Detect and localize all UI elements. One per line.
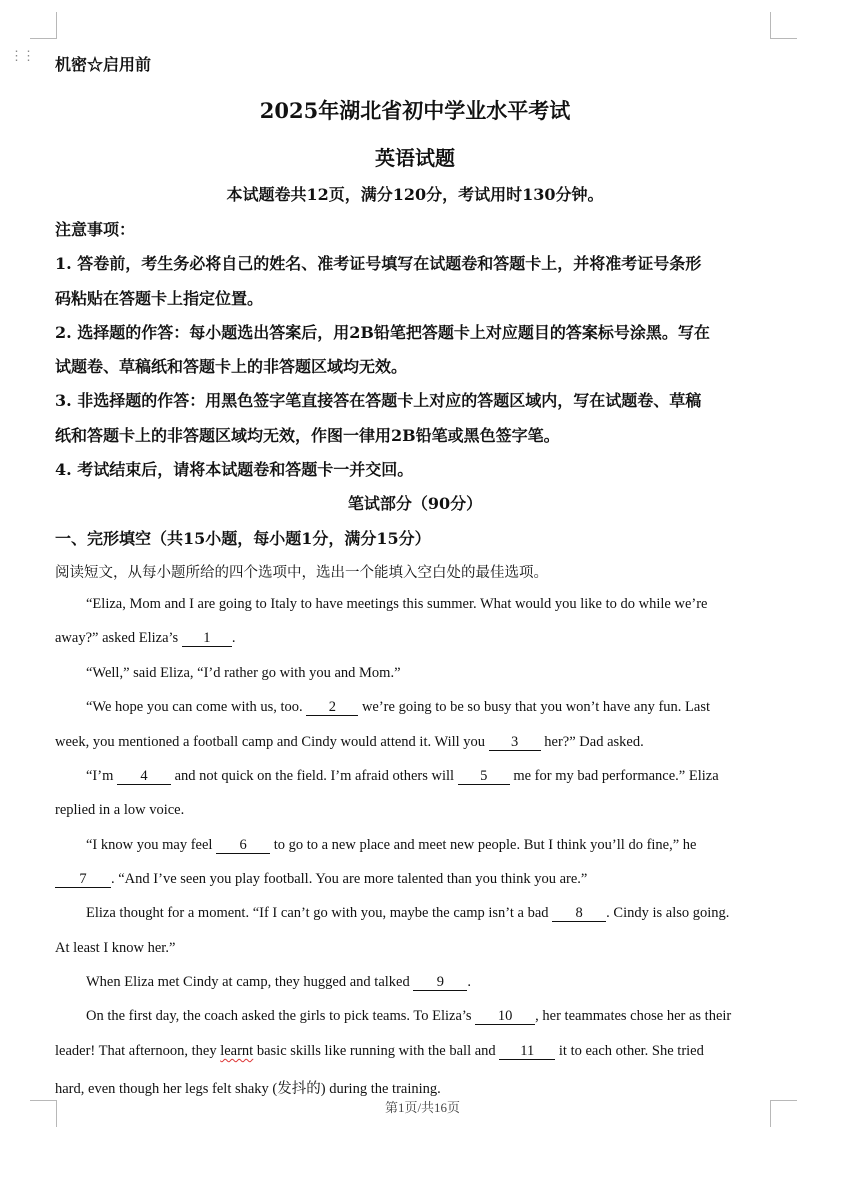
blank-10: 10 (475, 1009, 535, 1025)
passage-text: leader! That afternoon, they (55, 1043, 217, 1059)
passage-text: “I’m (86, 768, 114, 784)
notes-heading: 注意事项： (55, 220, 136, 239)
blank-3: 3 (489, 735, 541, 751)
passage-text: At least I know her.” (55, 940, 176, 956)
passage-text: me for my bad performance.” Eliza (513, 768, 719, 784)
subject-title: 英语试题 (375, 146, 455, 170)
crop-mark-top-right (770, 12, 797, 39)
blank-9: 9 (413, 975, 467, 991)
passage-text: her?” Dad asked. (544, 734, 644, 750)
cloze-instruction: 阅读短文，从每小题所给的四个选项中，选出一个能填入空白处的最佳选项。 (55, 565, 548, 581)
note-1-line-2: 码粘贴在答题卡上指定位置。 (55, 289, 264, 308)
cloze-section-title: 一、完形填空（共15小题，每小题1分，满分15分） (55, 529, 431, 548)
passage-line (55, 734, 644, 751)
blank-8: 8 (552, 906, 606, 922)
note-4: 4. 考试结束后，请将本试题卷和答题卡一并交回。 (55, 460, 414, 479)
passage-text: replied in a low voice. (55, 802, 185, 818)
passage-text: . “And I’ve seen you play football. You are more talented than you think you are.” (111, 871, 588, 887)
exam-title: 2025年湖北省初中学业水平考试 (259, 98, 571, 123)
passage-text: “We hope you can come with us, too. (86, 699, 303, 715)
confidential-label: 机密☆启用前 (55, 55, 152, 74)
blank-7: 7 (55, 872, 111, 888)
note-2-line-2: 试题卷、草稿纸和答题卡上的非答题区域均无效。 (55, 357, 408, 376)
passage-line (55, 905, 729, 922)
passage-text: to go to a new place and meet new people. But I think you’ll do fine,” he (273, 837, 697, 853)
passage-line (55, 1043, 704, 1060)
passage-text: , her teammates chose her as their (535, 1008, 732, 1024)
passage-line (55, 940, 175, 957)
passage-text: When Eliza met Cindy at camp, they hugged and talked (86, 974, 410, 990)
spellcheck-word: learnt (220, 1043, 254, 1059)
passage-line (55, 699, 710, 716)
note-3-line-1: 3. 非选择题的作答：用黑色签字笔直接答在答题卡上对应的答题区域内，写在试题卷、草稿 (55, 391, 702, 410)
passage-text: away?” asked Eliza’s (55, 630, 179, 646)
passage-line (55, 1077, 441, 1098)
passage-line (55, 974, 471, 991)
passage-line (55, 837, 696, 854)
passage-text: hard, even though her legs felt shaky (发抖的) during the training. (55, 1081, 441, 1097)
passage-line (55, 1008, 731, 1025)
blank-11: 11 (499, 1044, 555, 1060)
passage-text: . (231, 630, 236, 646)
passage-text: . (467, 974, 471, 990)
blank-1: 1 (182, 631, 232, 647)
passage-text: week, you mentioned a football camp and Cindy would attend it. Will you (55, 734, 486, 750)
passage-text: Eliza thought for a moment. “If I can’t go with you, maybe the camp isn’t a bad (86, 905, 549, 921)
drag-handle-icon[interactable]: ⋮⋮ (10, 49, 34, 64)
note-3-line-2: 纸和答题卡上的非答题区域均无效，作图一律用2B铅笔或黑色签字笔。 (55, 426, 560, 445)
blank-5: 5 (458, 769, 510, 785)
part-title: 笔试部分（90分） (347, 494, 483, 513)
page-number: 第1页/共16页 (384, 1100, 461, 1115)
note-1-line-1: 1. 答卷前，考生务必将自己的姓名、准考证号填写在试题卷和答题卡上，并将准考证号条形 (55, 254, 702, 273)
passage-line (55, 871, 587, 888)
passage-text: “Well,” said Eliza, “I’d rather go with you and Mom.” (86, 665, 401, 681)
passage-line (55, 630, 235, 647)
passage-text: “Eliza, Mom and I are going to Italy to have meetings this summer. What would you like to do while we’re (86, 596, 708, 612)
passage-text: we’re going to be so busy that you won’t have any fun. Last (361, 699, 711, 715)
passage-text: and not quick on the field. I’m afraid others will (174, 768, 455, 784)
passage-text: On the first day, the coach asked the girls to pick teams. To Eliza’s (86, 1008, 472, 1024)
blank-4: 4 (117, 769, 171, 785)
crop-mark-top-left (30, 12, 57, 39)
note-2-line-1: 2. 选择题的作答：每小题选出答案后，用2B铅笔把答题卡上对应题目的答案标号涂黑。写在 (55, 323, 710, 342)
passage-line (55, 768, 719, 785)
passage-line (55, 596, 707, 613)
passage-text: it to each other. She tried (558, 1043, 704, 1059)
passage-text: “I know you may feel (86, 837, 213, 853)
passage-line (55, 665, 401, 682)
passage-text: basic skills like running with the ball and (256, 1043, 496, 1059)
blank-6: 6 (216, 838, 270, 854)
exam-info: 本试题卷共12页，满分120分，考试用时130分钟。 (226, 185, 604, 204)
passage-line (55, 802, 184, 819)
blank-2: 2 (306, 700, 358, 716)
passage-text: . Cindy is also going. (606, 905, 730, 921)
